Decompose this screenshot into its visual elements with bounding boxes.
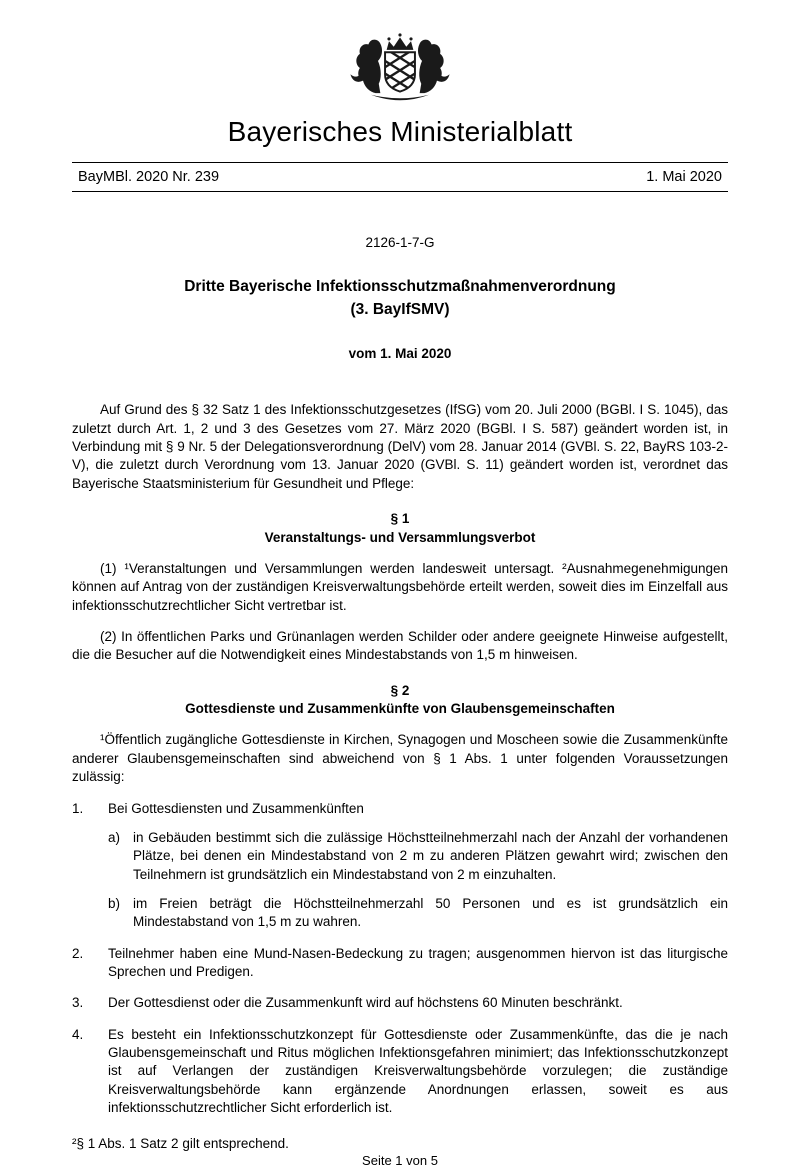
list-item-2-text: Teilnehmer haben eine Mund-Nasen-Bedeckung zu tragen; ausgenommen hiervon ist das liturgische Sprechen und Predigen. (108, 945, 728, 980)
section-1-number: § 1 (390, 511, 410, 527)
list-item-3 (72, 994, 728, 1012)
section-2-heading (72, 682, 728, 719)
issue-number: BayMBl. 2020 Nr. 239 (78, 169, 220, 186)
document-date: vom 1. Mai 2020 (348, 346, 452, 362)
coat-of-arms-icon (72, 28, 728, 108)
sub-item-b (72, 895, 728, 932)
sub-item-a-text: in Gebäuden bestimmt sich die zulässige Höchstteilnehmerzahl nach der Anzahl der vorhandenen Plätze, bei denen ein Mindestabstand von 2 m zu anderen Plätzen gewahrt wird; zwischen den Teilnehmern ist grundsätzlich ein Mindestabstand von 2 m einzuhalten. (133, 829, 728, 882)
section-1-paragraph-2: (2) In öffentlichen Parks und Grünanlagen werden Schilder oder andere geeignete Hinweise aufgestellt, die die Besucher auf die Notwendigkeit eines Mindestabstands von 1,5 m hinweisen. (72, 629, 728, 663)
sub-item-a-marker: a) (108, 829, 121, 845)
closing-note: ²§ 1 Abs. 1 Satz 2 gilt entsprechend. (72, 1135, 289, 1151)
section-2-number: § 2 (390, 682, 410, 698)
sub-item-a (72, 829, 728, 884)
list-item-3-text: Der Gottesdienst oder die Zusammenkunft wird auf höchstens 60 Minuten beschränkt. (108, 995, 623, 1011)
masthead (72, 28, 728, 148)
list-item-2-marker: 2. (72, 945, 84, 961)
section-1-paragraph-1: (1) ¹Veranstaltungen und Versammlungen werden landesweit untersagt. ²Ausnahmegenehmigungen können auf Antrag von der zuständigen Kreisverwaltungsbehörde erteilt werden, soweit dies im Einzelfall aus infektionsschutzrechtlicher Sicht vertretbar ist. (72, 560, 728, 613)
list-item-4-marker: 4. (72, 1026, 84, 1042)
list-item-1 (72, 800, 728, 818)
list-item-2 (72, 945, 728, 982)
list-item-3-marker: 3. (72, 995, 84, 1011)
sub-item-b-text: im Freien beträgt die Höchstteilnehmerzahl 50 Personen und es ist grundsätzlich ein Mindestabstand von 1,5 m zu wahren. (133, 895, 728, 930)
section-1-title: Veranstaltungs- und Versammlungsverbot (264, 529, 536, 545)
issue-bar (72, 162, 728, 192)
preamble-paragraph: Auf Grund des § 32 Satz 1 des Infektionsschutzgesetzes (IfSG) vom 20. Juli 2000 (BGBl. I S. 1045), das zuletzt durch Art. 1, 2 und 3 des Gesetzes vom 27. März 2020 (BGBl. I S. 587) geändert worden ist, in Verbindung mit § 9 Nr. 5 der Delegationsverordnung (DelV) vom 28. Januar 2014 (GVBl. S. 22, BayRS 103-2-V), die zuletzt durch Verordnung vom 13. Januar 2020 (GVBl. S. 11) geändert worden ist, verordnet das Bayerische Staatsministerium für Gesundheit und Pflege: (72, 402, 728, 491)
document-body (72, 192, 728, 1153)
list-item-4-text: Es besteht ein Infektionsschutzkonzept für Gottesdienste oder Zusammenkünfte, das die je nach Glaubensgemeinschaft und Ritus möglichen Infektionsgefahren minimiert; das Infektionsschutzkonzept ist auf Verlangen der zuständigen Kreisverwaltungsbehörde vorzulegen; die zuständige Kreisverwaltungsbehörde kann ergänzende Anordnungen erlassen, soweit es aus infektionsschutzrechtlicher Sicht erforderlich ist. (108, 1026, 728, 1116)
numbered-list (72, 800, 728, 1118)
list-item-1-marker: 1. (72, 800, 84, 816)
sub-item-b-marker: b) (108, 895, 121, 911)
section-2-title: Gottesdienste und Zusammenkünfte von Glaubensgemeinschaften (185, 701, 615, 717)
document-reference: 2126-1-7-G (365, 235, 435, 251)
page-footer (72, 1153, 728, 1176)
issue-date: 1. Mai 2020 (646, 169, 722, 186)
masthead-title: Bayerisches Ministerialblatt (227, 116, 573, 147)
page-number: Seite 1 von 5 (362, 1152, 438, 1168)
document-title-line1: Dritte Bayerische Infektionsschutzmaßnahmenverordnung (184, 277, 616, 295)
section-1-heading (72, 510, 728, 547)
list-item-1-text: Bei Gottesdiensten und Zusammenkünften (108, 800, 364, 816)
document-title-line2: (3. BayIfSMV) (350, 300, 450, 318)
list-item-4 (72, 1026, 728, 1118)
document-title (72, 275, 728, 322)
section-2-intro: ¹Öffentlich zugängliche Gottesdienste in Kirchen, Synagogen und Moscheen sowie die Zusammenkünfte anderer Glaubensgemeinschaften sind abweichend von § 1 Abs. 1 unter folgenden Voraussetzungen zulässig: (72, 732, 728, 785)
